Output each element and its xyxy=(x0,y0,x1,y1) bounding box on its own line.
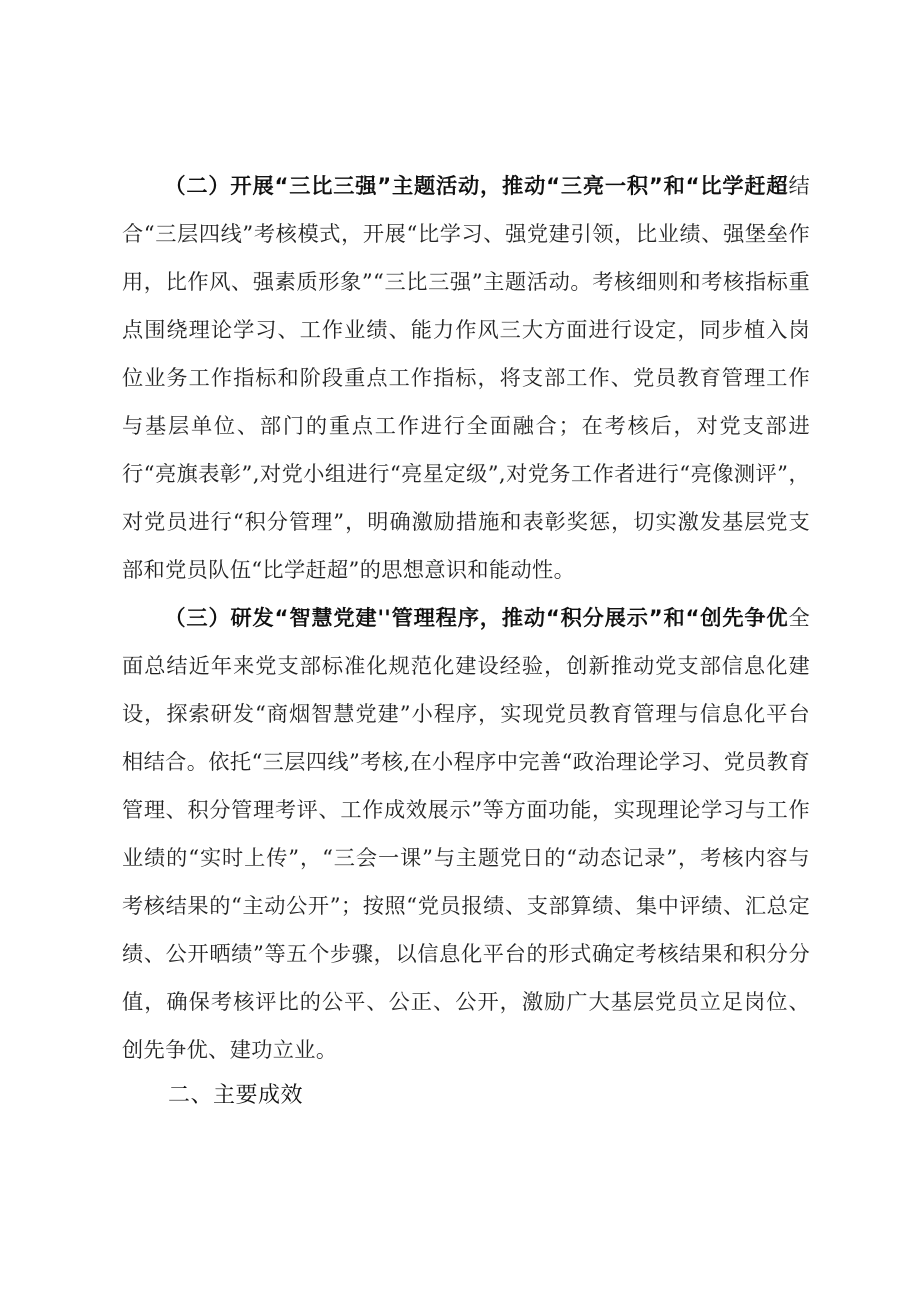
paragraph-section-3 xyxy=(122,594,810,1074)
paragraph-section-2 xyxy=(122,162,810,594)
section-3-body: 全面总结近年来党支部标准化规范化建设经验，创新推动党支部信息化建设，探索研发“商烟智慧党建”小程序，实现党员教育管理与信息化平台相结合。依托“三层四线”考核,在小程序中完善“政治理论学习、党员教育管理、积分管理考评、工作成效展示”等方面功能，实现理论学习与工作业绩的“实时上传”，“三会一课”与主题党日的“动态记录”，考核内容与考核结果的“主动公开”；按照“党员报绩、支部算绩、集中评绩、汇总定绩、公开晒绩”等五个步骤，以信息化平台的形式确定考核结果和积分分值，确保考核评比的公平、公正、公开，激励广大基层党员立足岗位、创先争优、建功立业。 xyxy=(122,605,810,1062)
section-2-body: 结合“三层四线”考核模式，开展“比学习、强党建引领，比业绩、强堡垒作用，比作风、强素质形象”“三比三强”主题活动。考核细则和考核指标重点围绕理论学习、工作业绩、能力作风三大方面进行设定，同步植入岗位业务工作指标和阶段重点工作指标，将支部工作、党员教育管理工作与基层单位、部门的重点工作进行全面融合；在考核后，对党支部进行“亮旗表彰”,对党小组进行“亮星定级”,对党务工作者进行“亮像测评”，对党员进行“积分管理”，明确激励措施和表彰奖惩，切实激发基层党支部和党员队伍“比学赶超”的思想意识和能动性。 xyxy=(122,173,810,582)
section-3-title: （三）研发“智慧党建''管理程序，推动“积分展示”和“创先争优 xyxy=(164,605,789,630)
section-2-title: （二）开展“三比三强”主题活动，推动“三亮一积”和“比学赶超 xyxy=(164,173,789,198)
heading-main-results: 二、主要成效 xyxy=(168,1083,304,1108)
